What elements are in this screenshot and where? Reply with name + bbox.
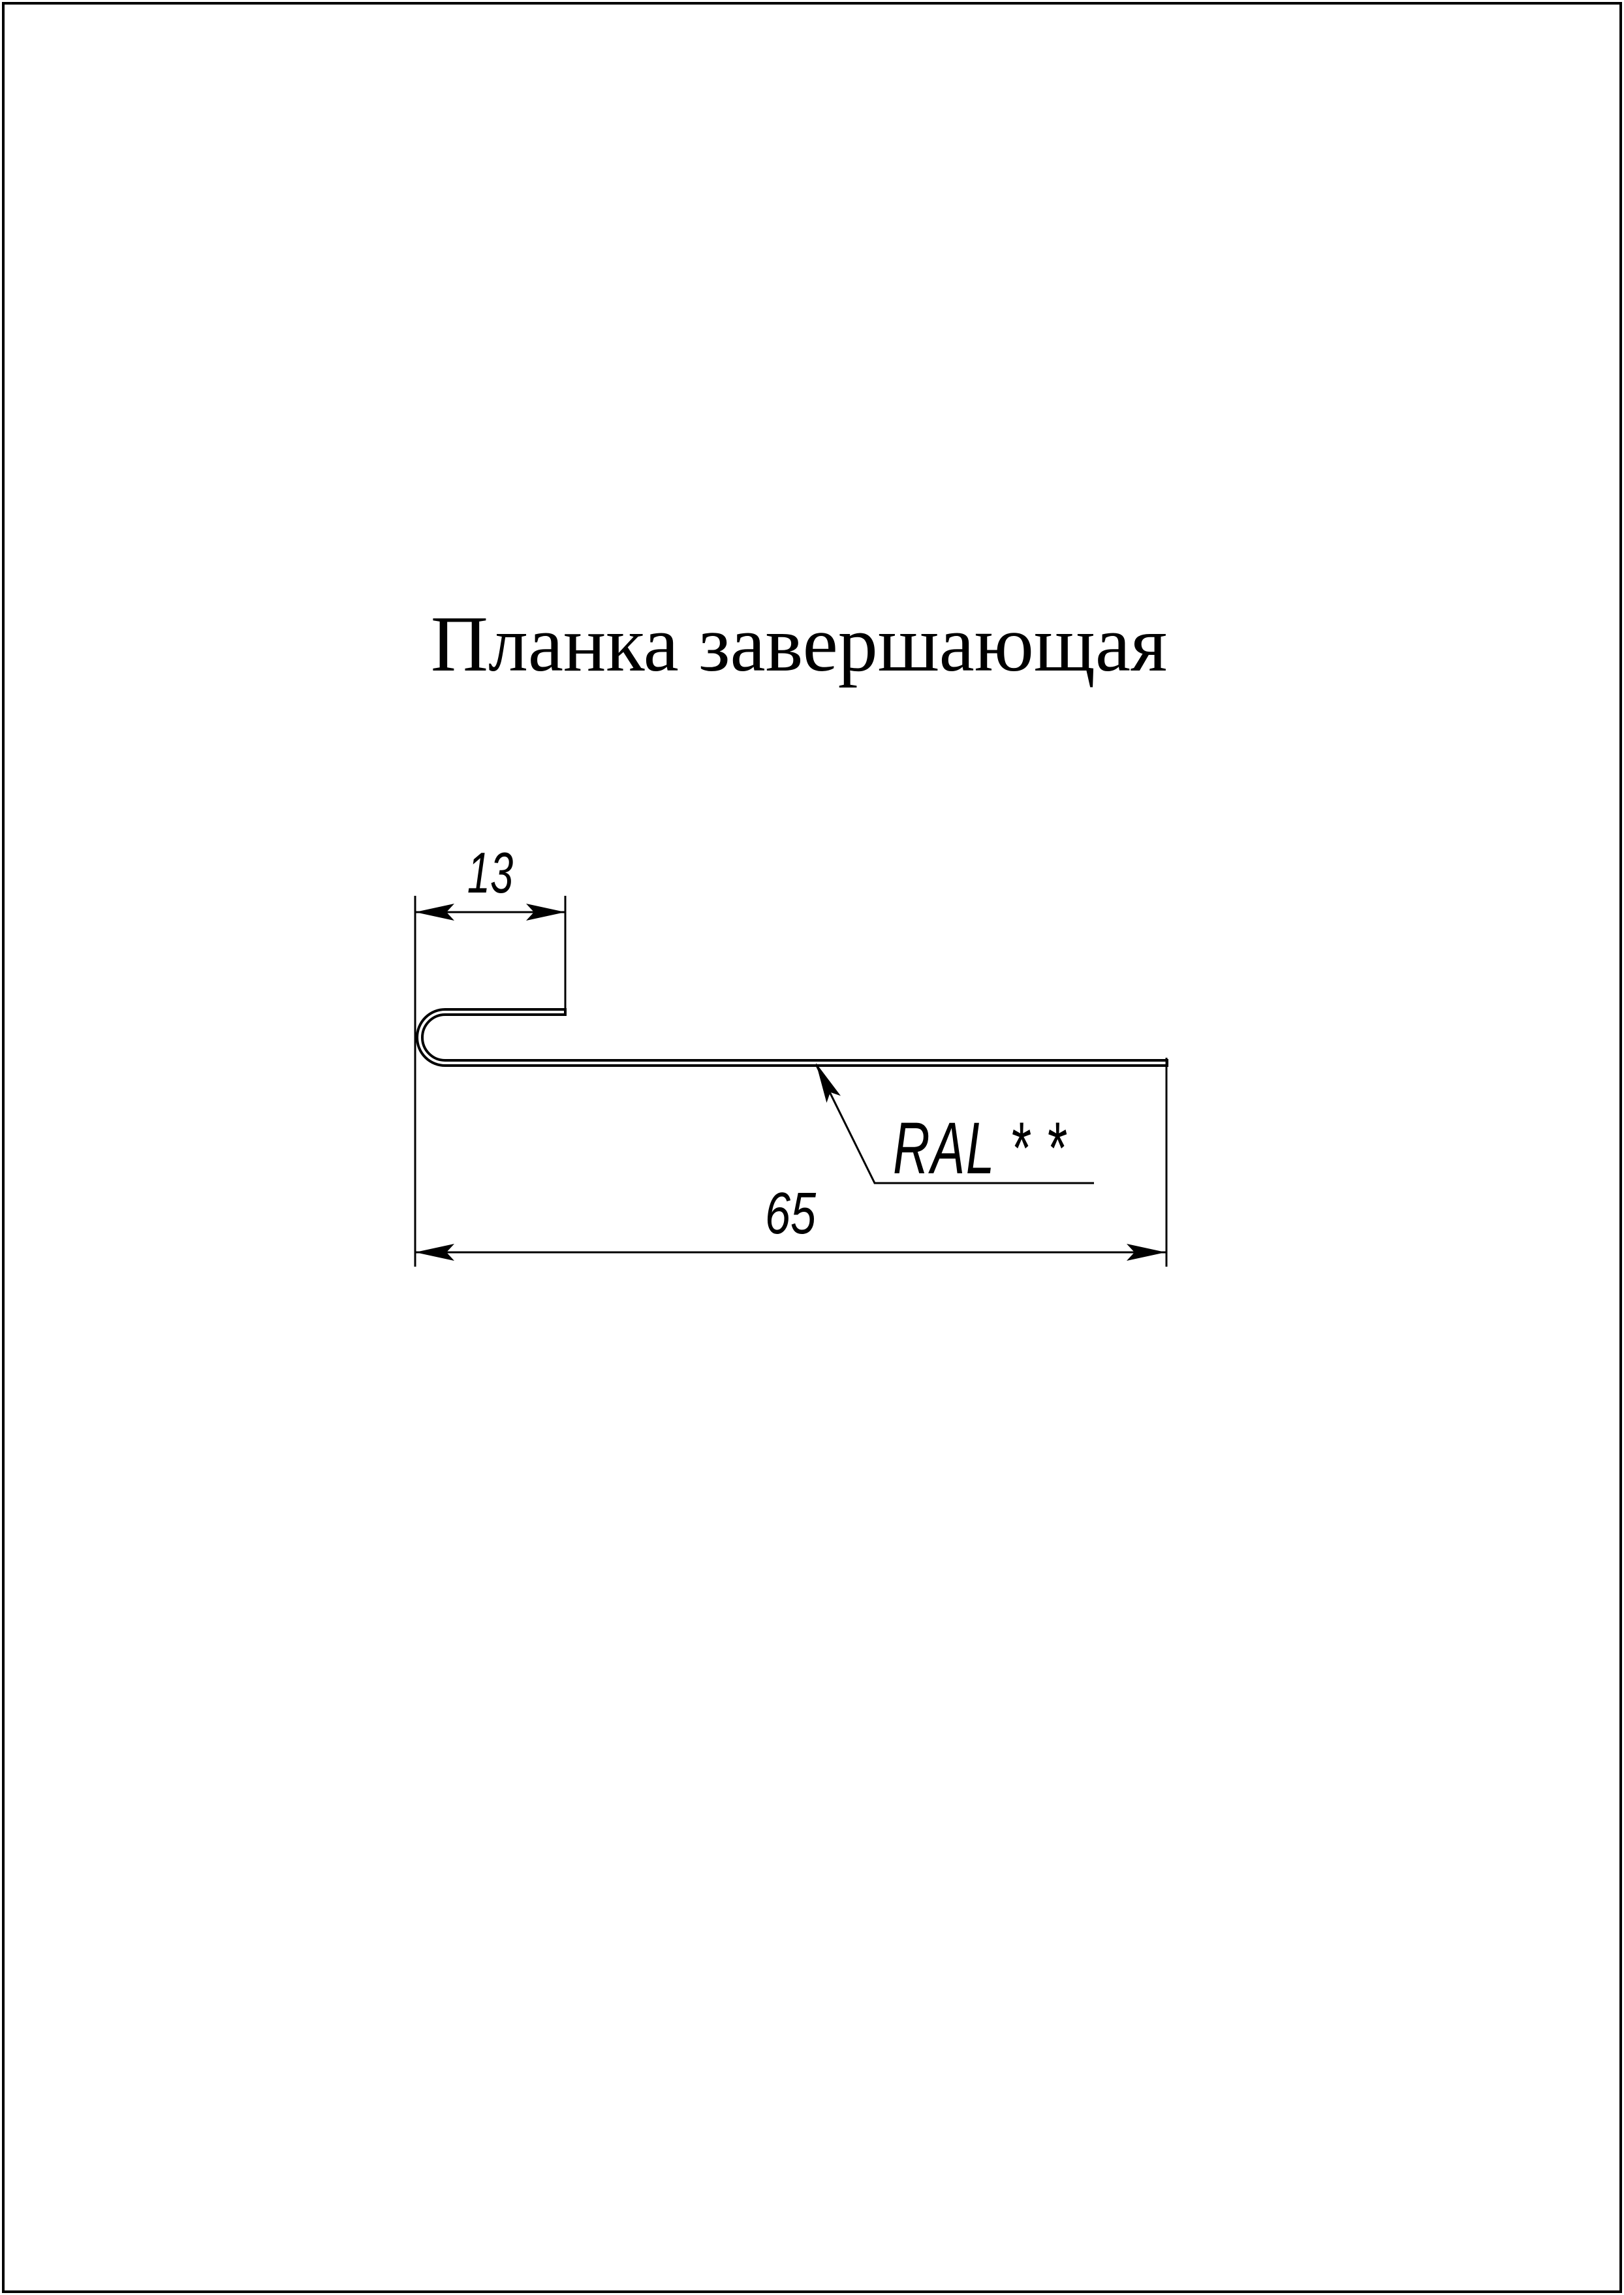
dim-65-label: 65 bbox=[764, 1181, 817, 1246]
profile-sheet-outline bbox=[417, 1008, 1167, 1067]
dim-13-label: 13 bbox=[467, 840, 514, 905]
ral-callout-label: RAL * * bbox=[893, 1107, 1067, 1189]
page-title: Планка завершающая bbox=[430, 600, 1168, 688]
dim-13-dimension-line bbox=[415, 904, 565, 921]
leader-arrow bbox=[816, 1063, 841, 1103]
